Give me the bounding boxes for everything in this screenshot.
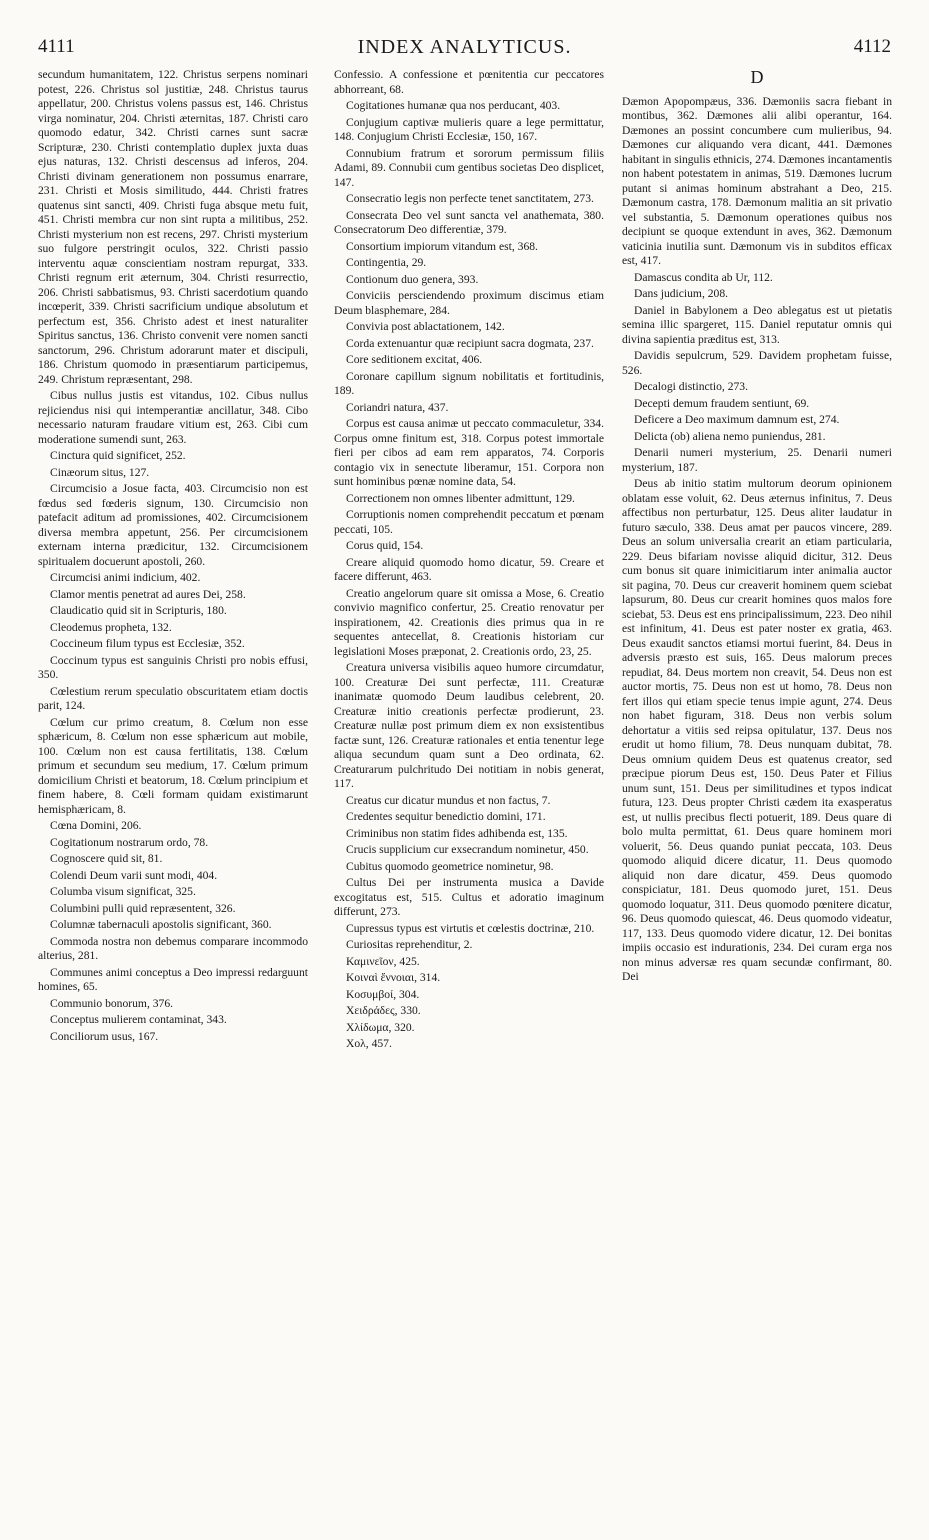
index-entry: Cœna Domini, 206.	[50, 819, 142, 832]
index-entry: Cinæorum situs, 127.	[50, 465, 150, 479]
index-entry: Damascus condita ab Ur, 112.	[634, 270, 773, 284]
index-entry: Consecratio legis non perfecte tenet sanctitatem, 273.	[346, 192, 594, 205]
index-entry: Deficere a Deo maximum damnum est, 274.	[634, 413, 840, 426]
index-entry: Correctionem non omnes libenter admittunt, 129.	[346, 491, 575, 505]
index-entry: Deus ab initio statim multorum deorum opinionem oblatam esse voluit, 62. Deus æternus infinitus, 7. Deus affectibus non perturbatur, 125. Deus aliter laudatur in futuro sæculo, 338. Deus amat per paucos vincere, 289. Deus an solum universalia crearit an etiam particularia, 229. Deus bifariam novisse aliquid dicitur, 312. Deus cum bonus sit quare inimicitiarum inter animalia auctor sit pagina, 70. Deus cur creaverit hominem quem sciebat lapsurum, 80. Deus cur crearit homines quos malos fore sciebat, 53. Deus est ens principalissimum, 223. Deo nihil est infinitum, 41. Deus est pater noster ex gratia, 463. Deus exaudit sanctos etiamsi mortui fuerint, 84. Deus in adversis præsto est suis, 165. Deus malorum preces repudiat, 84. Deus mortem non creavit, 54. Deus non est auctor mortis, 75. Deus non est ut homo, 78. Deus non fert illos qui etiam specie tenus impie agunt, 274. Deus non habet figuram, 318. Deus non verbis solum dehortatur a vitiis sed reipsa opitulatur, 137. Deus nos erudit ut homo filium, 78. Deus nunquam dubitat, 78. Deus omnium quidem Deus est quatenus creator, sed præcipue piorum Deus est, 150. Deus Pater et Filius unum sunt, 151. Deus per similitudines et typos indicat futura, 123. Deus propter Christi cædem ita exasperatus est, ut nullis precibus flecti potuerit, 189. Deus quare di bolo multa permittat, 61. Deus quare hominem mori voluerit, 56. Deus quando puniat peccata, 103. Deus quomodo aliquid dicere dicatur, 11. Deus quomodo aliquid non dare dicatur, 459. Deus quomodo conspiciatur, 181. Deus quomodo juret, 151. Deus quomodo loquatur, 311. Deus quomodo pœnitere dicatur, 96. Deus quomodo quiescat, 46. Deus quomodo videatur, 117, 133. Deus quomodo videre dicatur, 12. Dei bonitas impiis occasio est indurationis, 234. Dei curam erga nos non minus adversæ res quam secundæ confirmant, 80. Dei	[622, 477, 892, 983]
page-header	[38, 36, 891, 64]
index-entry: Daniel in Babylonem a Deo ablegatus est ut pietatis semina illic spargeret, 115. Daniel reputatur omnis qui divina sapientia præditus est, 313.	[622, 303, 892, 346]
index-entry: Creatura universa visibilis aqueo humore circumdatur, 100. Creaturæ Dei sunt perfectæ, 111. Creaturæ inanimatæ quomodo Deum laudibus celebrent, 20. Creaturæ initio creationis perfectæ prodierunt, 23. Creaturæ nullæ post primum diem ex non exsistentibus factæ sunt, 126. Creaturæ rationales et entia tenentur lege aliqua secundum quam sunt a Deo ordinata, 62. Creaturarum pulchritudo Dei notitiam in nobis generat, 117.	[334, 661, 604, 790]
index-entry: Creatio angelorum quare sit omissa a Mose, 6. Creatio convivio magnifico confertur, 25. Creatio renovatur per inspirationem, 42. Creationis dies primus qua in re sequentes antecellat, 8. Creationis historiam cur legislationi Moses præponat, 2. Creationis ordo, 23, 25.	[334, 586, 604, 658]
index-entry: Creare aliquid quomodo homo dicatur, 59. Creare et facere differunt, 463.	[334, 555, 604, 583]
page-title: INDEX ANALYTICUS.	[357, 36, 572, 58]
index-entry: Decepti demum fraudem sentiunt, 69.	[634, 396, 810, 410]
index-entry: Credentes sequitur benedictio domini, 171.	[346, 810, 546, 823]
index-entry: Consortium impiorum vitandum est, 368.	[346, 239, 538, 253]
index-entry: Χλίδωμα, 320.	[346, 1020, 415, 1034]
index-entry: Corus quid, 154.	[346, 539, 424, 552]
index-entry: Circumcisi animi indicium, 402.	[50, 571, 201, 584]
index-entry: Coriandri natura, 437.	[346, 400, 449, 414]
index-entry: Coronare capillum signum nobilitatis et fortitudinis, 189.	[334, 369, 604, 397]
index-entry: Contionum duo genera, 393.	[346, 272, 479, 286]
index-entry: Cibus nullus justis est vitandus, 102. Cibus nullus rejiciendus nisi qui intemperantiæ ancillatur, 348. Cibo necessario naturam fraudare vitium est, 263. Cibi cum moderatione sumendi sunt, 263.	[38, 389, 308, 446]
index-entry: Κοσυμβοί, 304.	[346, 987, 420, 1001]
index-entry: Χολ, 457.	[346, 1037, 392, 1050]
index-entry: Cleodemus propheta, 132.	[50, 620, 172, 634]
index-entry: Conceptus mulierem contaminat, 343.	[50, 1013, 227, 1026]
index-entry: Clamor mentis penetrat ad aures Dei, 258.	[50, 587, 246, 601]
index-entry: Circumcisio a Josue facta, 403. Circumcisio non est fœdus sed fœderis signum, 130. Circumcisio non patefacit aditum ad promissiones, 402. Circumcisionem diversa membra appetunt, 256. Per circumcisionem externam interna prædicitur, 132. Circumcisionem spiritualem docuerunt apostoli, 260.	[38, 482, 308, 568]
index-entry: Κοιναὶ ἔννοιαι, 314.	[346, 971, 441, 984]
index-entry: Cogitationum nostrarum ordo, 78.	[50, 835, 209, 849]
index-entry: Creatus cur dicatur mundus et non factus, 7.	[346, 793, 551, 807]
index-entry: Decalogi distinctio, 273.	[634, 380, 748, 393]
index-entry: Corda extenuantur quæ recipiunt sacra dogmata, 237.	[346, 336, 594, 350]
index-entry: Commoda nostra non debemus comparare incommodo alterius, 281.	[38, 934, 308, 962]
index-entry: Conciliorum usus, 167.	[50, 1029, 159, 1043]
page-number-left: 4111	[38, 36, 75, 57]
index-entry: Denarii numeri mysterium, 25. Denarii numeri mysterium, 187.	[622, 446, 892, 474]
index-entry: Confessio. A confessione et pœnitentia cur peccatores abhorreant, 68.	[334, 68, 604, 96]
index-entry: Cubitus quomodo geometrice nominetur, 98.	[346, 859, 554, 873]
index-entry: secundum humanitatem, 122. Christus serpens nominari potest, 226. Christus sol justitiæ, 248. Christus taurus appellatur, 200. Christus volens passus est, 146. Christus virga nominatur, 204. Christi æternitas, 187. Christi caro quomodo edatur, 342. Christi carnes sunt sacræ Scripturæ, 230. Christi contemplatio duplex juxta duas ejus naturas, 132. Christi descensus ad inferos, 204. Christi divinam generationem non possumus enarrare, 231. Christi et Mosis similitudo, 444. Christi fratres quatenus sint sancti, 409. Christi fuga absque metu fuit, 451. Christi membra cur non sint rupta a militibus, 252. Christi mysterium non est recens, 297. Christi mysterium suo fulgore perstringit oculos, 322. Christi passio interventu aquæ conscientiam nostram repurgat, 333. Christi regnum erit æternum, 304. Christi resurrectio, 206. Christi sabbatismus, 93. Christi sacerdotium quando incœperit, 339. Christi sacrificium undique absolutum et perfectum est, 356. Christo adest et inest naturaliter Spiritus sanctus, 136. Christo convenit vere nomen sancti sanctorum, 296. Christum adorarunt mater et discipuli, 186. Christum quomodo in præsentiarum participemus, 249. Christum repræsentant, 298.	[38, 68, 308, 386]
index-entry: Cœlum cur primo creatum, 8. Cœlum non esse sphæricum, 8. Cœlum non esse sphæricum aut mobile, 100. Cœlum non est causa fertilitatis, 138. Cœlum primum et secundum seu medium, 17. Cœlum primum domicilium Christi et beatorum, 18. Cœlum principium et finem habere, 8. Cœli formam quidam existimarunt hemisphæricam, 8.	[38, 715, 308, 816]
index-entry: Cinctura quid significet, 252.	[50, 449, 186, 462]
index-entry: Communio bonorum, 376.	[50, 996, 174, 1010]
index-entry: Columba visum significat, 325.	[50, 885, 196, 898]
index-entry: Conjugium captivæ mulieris quare a lege permittatur, 148. Conjugium Christi Ecclesiæ, 150, 167.	[334, 115, 604, 143]
index-entry: Corpus est causa animæ ut peccato commaculetur, 334. Corpus omne finitum est, 318. Corpus potest immortale fieri per cibos ad eam rem apparatos, 74. Corporis contagio vix in senectute liberamur, 151. Corpora non sunt hominibus pœnæ nomine data, 54.	[334, 417, 604, 488]
index-entry: Curiositas reprehenditur, 2.	[346, 938, 473, 951]
index-entry: Contingentia, 29.	[346, 256, 427, 269]
column-left	[38, 68, 308, 1046]
index-entry: Dans judicium, 208.	[634, 287, 729, 300]
index-entry: Criminibus non statim fides adhibenda est, 135.	[346, 826, 568, 840]
index-entry: Cognoscere quid sit, 81.	[50, 852, 163, 865]
index-entry: Davidis sepulcrum, 529. Davidem prophetam fuisse, 526.	[622, 349, 892, 377]
index-entry: Convivia post ablactationem, 142.	[346, 320, 505, 333]
section-letter: D	[750, 67, 764, 87]
index-entry: Corruptionis nomen comprehendit peccatum et pœnam peccati, 105.	[334, 508, 604, 536]
index-entry: Cultus Dei per instrumenta musica a Davide excogitatus est, 515. Cultus et adoratio imaginum differunt, 273.	[334, 876, 604, 918]
index-entry: Core seditionem excitat, 406.	[346, 353, 483, 366]
column-middle	[334, 68, 604, 1054]
index-entry: Columnæ tabernaculi apostolis significant, 360.	[50, 918, 272, 931]
index-entry: Columbini pulli quid repræsentent, 326.	[50, 901, 236, 915]
index-entry: Coccinum typus est sanguinis Christi pro nobis effusi, 350.	[38, 653, 308, 681]
index-entry: Cogitationes humanæ qua nos perducant, 403.	[346, 99, 561, 112]
index-entry: Connubium fratrum et sororum permissum filiis Adami, 89. Connubii cum gentibus societas Deo displicet, 147.	[334, 146, 604, 189]
index-entry: Crucis supplicium cur exsecrandum nominetur, 450.	[346, 843, 589, 856]
index-entry: Dæmon Apopompæus, 336. Dæmoniis sacra fiebant in montibus, 362. Dæmones alii alibi operantur, 164. Dæmones an possint concumbere cum mulieribus, 94. Dæmones cur aliquando vera dicant, 441. Dæmones habitant in singulis ethnicis, 274. Dæmones incantamentis non habent potestatem in animas, 519. Dæmones lucrum putant si animas hominum abstrahant a Deo, 215. Dæmonum castra, 178. Dæmonum malitia an sit privatio vel substantia, 5. Dæmonum operationes quibus nos decipiunt se quoque extendunt in aves, 362. Dæmonum vaticinia inutilia sunt. Dæmonum vis in subditos efficax est, 417.	[622, 94, 892, 267]
column-right	[622, 68, 892, 987]
index-entry: Colendi Deum varii sunt modi, 404.	[50, 868, 218, 882]
index-entry: Claudicatio quid sit in Scripturis, 180.	[50, 604, 227, 617]
index-entry: Conviciis persciendendo proximum discimus etiam Deum blasphemare, 284.	[334, 289, 604, 317]
index-entry: Coccineum filum typus est Ecclesiæ, 352.	[50, 637, 245, 650]
index-entry: Consecrata Deo vel sunt sancta vel anathemata, 380. Consecratorum Deo differentiæ, 379.	[334, 208, 604, 236]
index-entry: Communes animi conceptus a Deo impressi redarguunt homines, 65.	[38, 965, 308, 993]
page-number-right: 4112	[853, 36, 891, 57]
index-entry: Cupressus typus est virtutis et cœlestis doctrinæ, 210.	[346, 921, 595, 935]
index-entry: Χειδράδες, 330.	[346, 1004, 421, 1017]
index-entry: Καμινεῖον, 425.	[346, 954, 420, 968]
index-entry: Delicta (ob) aliena nemo puniendus, 281.	[634, 429, 826, 443]
index-entry: Cœlestium rerum speculatio obscuritatem etiam doctis parit, 124.	[38, 684, 308, 712]
